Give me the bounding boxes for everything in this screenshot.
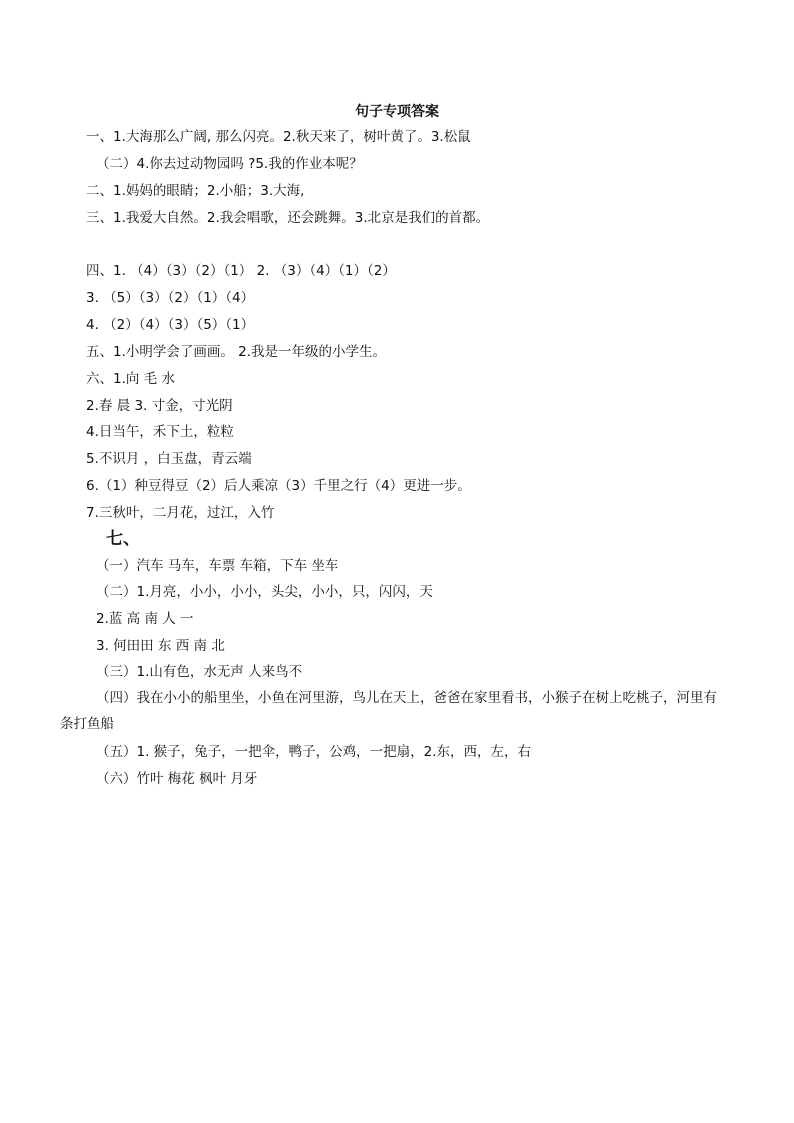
answer-line: （三）1.山有色，水无声 人来鸟不 [96, 664, 303, 680]
answer-line: （二）4.你去过动物园吗 ?5.我的作业本呢？ [96, 156, 363, 172]
answer-line: 3. （5）（3）（2）（1）（4） [86, 290, 255, 306]
answer-line: 一、1.大海那么广阔, 那么闪亮。2.秋天来了，树叶黄了。3.松鼠 [86, 129, 471, 145]
answer-line: 二、1.妈妈的眼睛；2.小船；3.大海, [86, 183, 305, 199]
answer-paragraph: （四）我在小小的船里坐，小鱼在河里游，鸟儿在天上，爸爸在家里看书，小猴子在树上吃桃子，河里有条打鱼船 [60, 690, 717, 732]
answer-line: 6.（1）种豆得豆（2）后人乘凉（3）千里之行（4）更进一步。 [86, 478, 471, 494]
answer-line: 5.不识月 ，白玉盘，青云端 [86, 451, 252, 467]
answer-line: 2.蓝 高 南 人 一 [96, 611, 194, 627]
document-title: 句子专项答案 [355, 104, 439, 120]
answer-line: 三、1.我爱大自然。2.我会唱歌，还会跳舞。3.北京是我们的首都。 [86, 210, 490, 226]
answer-line: 2.春 晨 3. 寸金，寸光阴 [86, 398, 233, 414]
answer-line: 4.日当午，禾下土，粒粒 [86, 424, 234, 440]
answer-line: （六）竹叶 梅花 枫叶 月牙 [96, 771, 258, 787]
answer-line: 四、1. （4）（3）（2）（1） 2. （3）（4）（1）（2） [86, 263, 396, 279]
answer-line: （五）1. 猴子，兔子，一把伞，鸭子，公鸡，一把扇，2.东，西，左，右 [96, 744, 532, 760]
answer-line: 3. 何田田 东 西 南 北 [96, 638, 225, 654]
answer-line: （二）1.月亮，小小，小小，头尖，小小，只，闪闪，天 [96, 584, 433, 600]
answer-line: 4. （2）（4）（3）（5）（1） [86, 317, 255, 333]
answer-line: 五、1.小明学会了画画。 2.我是一年级的小学生。 [86, 344, 387, 360]
answer-line: （一）汽车 马车，车票 车箱，下车 坐车 [96, 558, 339, 574]
answer-line: 六、1.向 毛 水 [86, 371, 175, 387]
answer-line: 7.三秋叶，二月花，过江，入竹 [86, 505, 275, 521]
section-heading: 七、 [106, 529, 140, 549]
